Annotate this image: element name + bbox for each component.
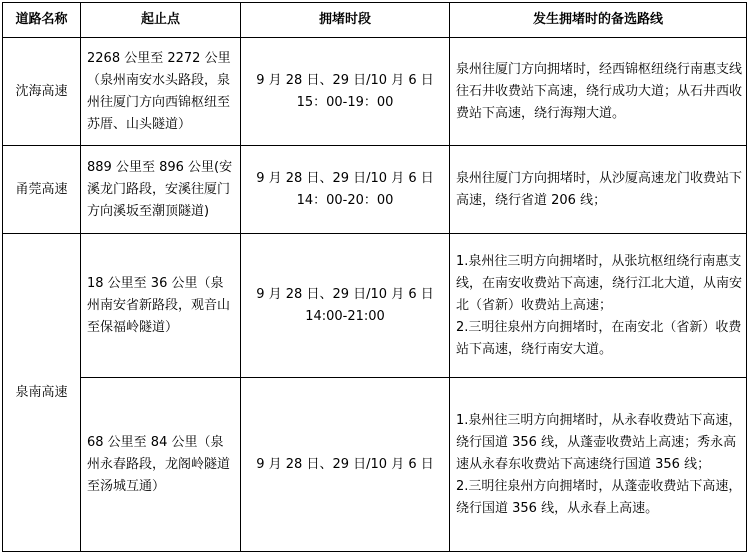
time-dates: 9 月 28 日、29 日/10 月 6 日 [256, 72, 434, 88]
time-hours: 14：00-20：00 [296, 192, 394, 208]
alt-route-item: 1.泉州往三明方向拥堵时，从永春收费站下高速，绕行国道 356 线，从蓬壶收费站上高速；秀永高速从永春东收费站下高速绕行国道 356 线； [456, 412, 742, 472]
time-dates: 9 月 28 日、29 日/10 月 6 日 [256, 286, 434, 302]
header-road: 道路名称 [3, 3, 81, 38]
segment-range: 2268 公里至 2272 公里（泉州南安水头路段，泉州往厦门方向西锦枢纽至苏厝、山头隧道） [81, 38, 241, 146]
alt-route-item: 2.三明往泉州方向拥堵时，在南安北（省新）收费站下高速，绕行南安大道。 [456, 319, 742, 357]
road-name: 甬莞高速 [3, 146, 81, 234]
alt-route: 泉州往厦门方向拥堵时，经西锦枢纽绕行南惠支线往石井收费站下高速，绕行成功大道；从石井西收费站下高速，绕行海翔大道。 [450, 38, 747, 146]
header-row [3, 3, 747, 38]
header-alt-route: 发生拥堵时的备选路线 [450, 3, 747, 38]
congestion-time [241, 146, 450, 234]
congestion-time [241, 234, 450, 378]
table-row [3, 38, 747, 146]
table-row [3, 378, 747, 552]
time-hours: 14:00-21:00 [305, 308, 385, 324]
road-name: 沈海高速 [3, 38, 81, 146]
segment-range: 889 公里至 896 公里(安溪龙门路段，安溪往厦门方向溪坂至潮顶隧道) [81, 146, 241, 234]
alt-route: 泉州往厦门方向拥堵时，从沙厦高速龙门收费站下高速，绕行省道 206 线； [450, 146, 747, 234]
congestion-time [241, 378, 450, 552]
table-row [3, 234, 747, 378]
alt-route-item: 2.三明往泉州方向拥堵时，从蓬壶收费站下高速，绕行国道 356 线，从永春上高速。 [456, 478, 742, 516]
segment-range: 18 公里至 36 公里（泉州南安省新路段，观音山至保福岭隧道） [81, 234, 241, 378]
alt-route [450, 234, 747, 378]
header-range: 起止点 [81, 3, 241, 38]
congestion-time [241, 38, 450, 146]
alt-route-item: 1.泉州往三明方向拥堵时，从张坑枢纽绕行南惠支线，在南安收费站下高速，绕行江北大道，从南安北（省新）收费站上高速； [456, 253, 743, 313]
congestion-table [2, 2, 747, 552]
header-time: 拥堵时段 [241, 3, 450, 38]
table-row [3, 146, 747, 234]
road-name: 泉南高速 [3, 234, 81, 552]
time-hours: 15：00-19：00 [296, 94, 394, 110]
segment-range: 68 公里至 84 公里（泉州永春路段，龙阁岭隧道至汤城互通） [81, 378, 241, 552]
time-dates: 9 月 28 日、29 日/10 月 6 日 [256, 456, 434, 472]
alt-route [450, 378, 747, 552]
time-dates: 9 月 28 日、29 日/10 月 6 日 [256, 170, 434, 186]
